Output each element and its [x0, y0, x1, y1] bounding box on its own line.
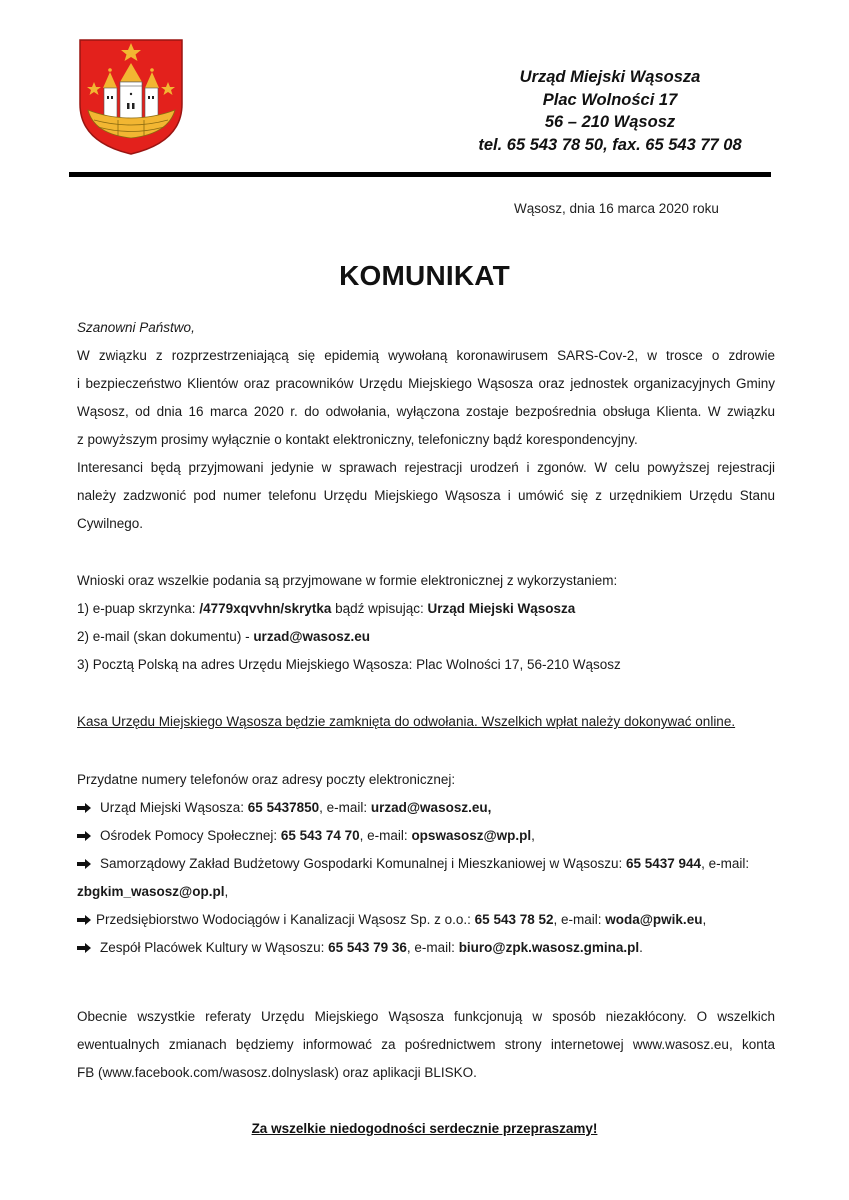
contact-end: . — [639, 940, 643, 955]
outro-line: Obecnie wszystkie referaty Urzędu Miejskiego Wąsosza funkcjonują w sposób niezakłócony. O wszelkich — [77, 1009, 775, 1024]
intro-line: z powyższym prosimy wyłącznie o kontakt elektroniczny, telefoniczny bądź korespondencyjny. — [77, 432, 638, 447]
contact-phone[interactable]: 65 543 78 52 — [474, 912, 554, 927]
office-street: Plac Wolności 17 — [542, 90, 678, 109]
contact-phone[interactable]: 65 5437 944 — [625, 856, 702, 871]
letterhead-address — [420, 66, 800, 157]
submission-item-epuap — [77, 601, 575, 616]
document-title: KOMUNIKAT — [339, 260, 510, 291]
contact-email[interactable]: biuro@zpk.wasosz.gmina.pl — [458, 940, 640, 955]
contact-email[interactable]: woda@pwik.eu — [605, 912, 703, 927]
contact-separator: , e-mail: — [359, 828, 412, 843]
epuap-mid: bądź wpisując: — [331, 601, 428, 616]
office-postal: 56 – 210 Wąsosz — [544, 113, 676, 132]
contact-end: , — [531, 828, 535, 843]
contact-phone[interactable]: 65 543 74 70 — [280, 828, 360, 843]
contact-phone[interactable]: 65 5437850 — [247, 800, 320, 815]
contact-item — [77, 940, 643, 955]
arrow-right-icon — [77, 915, 91, 925]
arrow-right-icon — [77, 831, 91, 841]
intro-line: W związku z rozprzestrzeniającą się epidemią wywołaną koronawirusem SARS-Cov-2, w trosce o zdrowie — [77, 348, 775, 363]
contacts-intro: Przydatne numery telefonów oraz adresy poczty elektronicznej: — [77, 772, 456, 787]
contact-phone[interactable]: 65 543 79 36 — [328, 940, 407, 955]
header-divider — [69, 172, 771, 177]
contact-separator: , e-mail: — [553, 912, 606, 927]
contact-separator: , e-mail: — [319, 800, 371, 815]
contact-end: , — [224, 884, 229, 899]
epuap-name: Urząd Miejski Wąsosza — [427, 601, 576, 616]
submission-item-email — [77, 629, 370, 644]
registration-line: Interesanci będą przyjmowani jedynie w sprawach rejestracji urodzeń i zgonów. W celu powyższej rejestracji — [77, 460, 775, 475]
contact-name: Przedsiębiorstwo Wodociągów i Kanalizacji Wąsosz Sp. z o.o.: — [96, 912, 475, 927]
contact-name: Samorządowy Zakład Budżetowy Gospodarki Komunalnej i Mieszkaniowej w Wąsoszu: — [100, 856, 626, 871]
contact-item — [77, 828, 535, 843]
contact-separator: , e-mail: — [701, 856, 750, 871]
contact-item-continued — [77, 884, 228, 899]
submission-item-post: 3) Pocztą Polską na adres Urzędu Miejskiego Wąsosza: Plac Wolności 17, 56-210 Wąsosz — [77, 657, 621, 672]
office-name: Urząd Miejski Wąsosza — [519, 68, 701, 86]
arrow-right-icon — [77, 859, 91, 869]
contact-email[interactable]: urzad@wasosz.eu, — [370, 800, 492, 815]
outro-line: FB (www.facebook.com/wasosz.dolnyslask) oraz aplikacji BLISKO. — [77, 1065, 477, 1080]
contact-end: , — [702, 912, 707, 927]
arrow-right-icon — [77, 943, 91, 953]
coat-of-arms-icon — [78, 38, 184, 156]
email-prefix: 2) e-mail (skan dokumentu) - — [77, 629, 254, 644]
document-date: Wąsosz, dnia 16 marca 2020 roku — [514, 201, 719, 216]
contact-item — [77, 800, 491, 815]
email-link[interactable]: urzad@wasosz.eu — [253, 629, 371, 644]
contact-name: Ośrodek Pomocy Społecznej: — [100, 828, 281, 843]
coat-of-arms-logo — [78, 38, 184, 156]
submissions-intro: Wnioski oraz wszelkie podania są przyjmowane w formie elektronicznej z wykorzystaniem: — [77, 573, 618, 588]
arrow-right-icon — [77, 803, 91, 813]
intro-line: i bezpieczeństwo Klientów oraz pracowników Urzędu Miejskiego Wąsosza oraz jednostek organizacyjnych Gminy — [77, 376, 775, 391]
contact-email[interactable]: opswasosz@wp.pl — [411, 828, 532, 843]
office-contact: tel. 65 543 78 50, fax. 65 543 77 08 — [478, 136, 742, 155]
outro-line: ewentualnych zmianach będziemy informować za pośrednictwem strony internetowej www.wasosz.eu, konta — [77, 1037, 775, 1052]
epuap-box[interactable]: /4779xqvvhn/skrytka — [199, 601, 332, 616]
contact-email[interactable]: zbgkim_wasosz@op.pl — [77, 884, 225, 899]
contact-item — [77, 912, 706, 927]
epuap-prefix: 1) e-puap skrzynka: — [77, 601, 200, 616]
greeting: Szanowni Państwo, — [77, 320, 195, 335]
contact-name: Zespół Placówek Kultury w Wąsoszu: — [100, 940, 329, 955]
closing-apology: Za wszelkie niedogodności serdecznie przepraszamy! — [251, 1121, 598, 1136]
contact-item — [77, 856, 749, 871]
intro-line: Wąsosz, od dnia 16 marca 2020 r. do odwołania, wyłączona zostaje bezpośrednia obsługa Klienta. W związku — [77, 404, 775, 419]
cashier-notice: Kasa Urzędu Miejskiego Wąsosza będzie zamknięta do odwołania. Wszelkich wpłat należy dokonywać online. — [77, 714, 736, 729]
registration-line: należy zadzwonić pod numer telefonu Urzędu Miejskiego Wąsosza i umówić się z urzędnikiem Urzędu Stanu — [77, 488, 775, 503]
registration-line: Cywilnego. — [77, 516, 144, 531]
contact-separator: , e-mail: — [406, 940, 459, 955]
contact-name: Urząd Miejski Wąsosza: — [100, 800, 248, 815]
